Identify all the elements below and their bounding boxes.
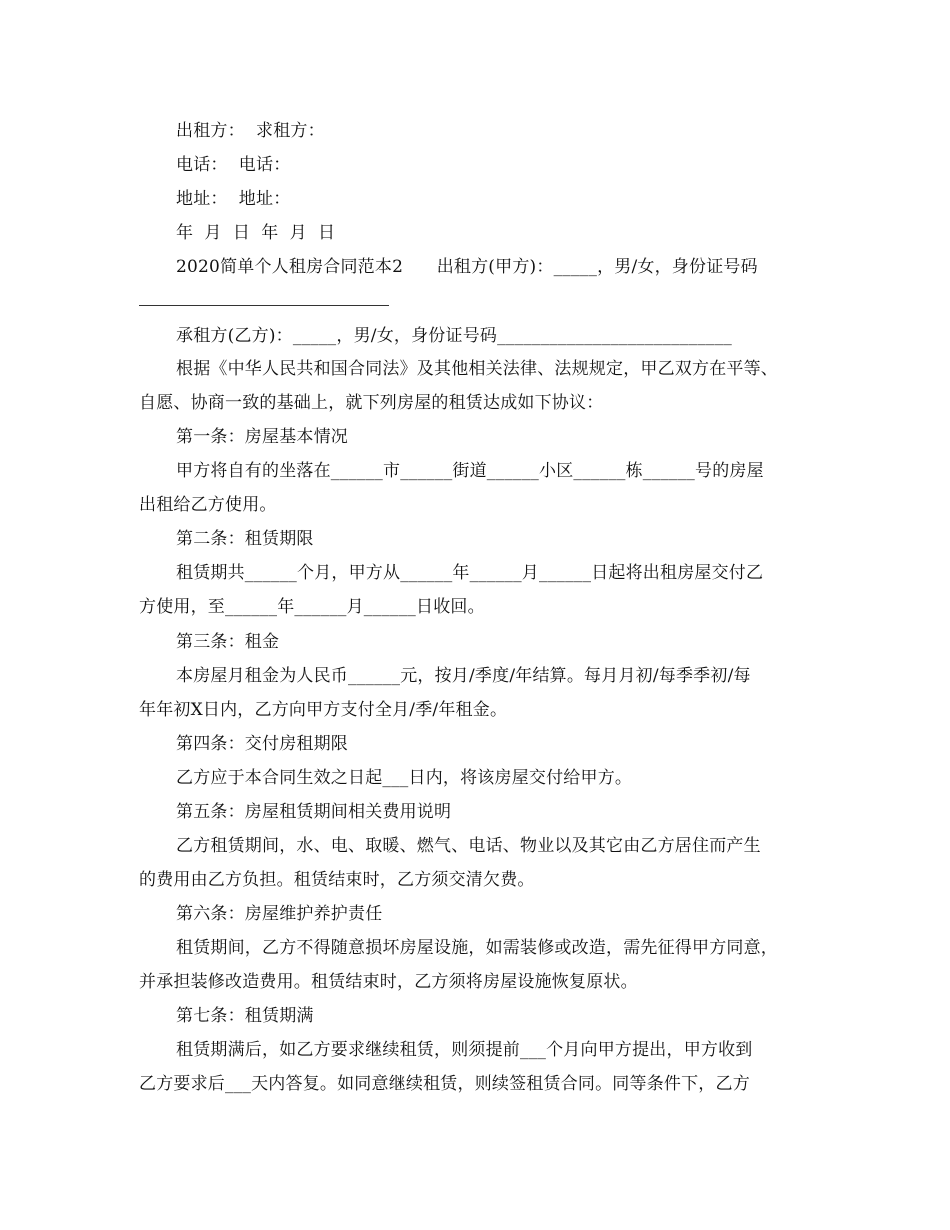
article-3-heading: 第三条：租金 (176, 632, 280, 652)
article-6-heading: 第六条：房屋维护养护责任 (176, 904, 383, 924)
address-label-line: 地址： 地址： (176, 189, 291, 209)
article-7-heading: 第七条：租赁期满 (176, 1006, 314, 1026)
article-6-body-line-1: 租赁期间，乙方不得随意损坏房屋设施，如需装修或改造，需先征得甲方同意， (176, 938, 778, 958)
article-1-heading: 第一条：房屋基本情况 (176, 427, 348, 447)
phone-label-line: 电话： 电话： (176, 155, 291, 175)
article-1-body-line-1: 甲方将自有的坐落在______市______街道______小区______栋______号的房屋 (176, 461, 764, 481)
article-3-body-line-1: 本房屋月租金为人民币______元，按月/季度/年结算。每月月初/每季季初/每 (176, 666, 751, 686)
preamble-line-1: 根据《中华人民共和国合同法》及其他相关法律、法规规定，甲乙双方在平等、 (176, 359, 778, 379)
article-4-body-line-1: 乙方应于本合同生效之日起___日内，将该房屋交付给甲方。 (176, 768, 633, 788)
article-7-body-line-1: 租赁期满后，如乙方要求继续租赁，则须提前___个月向甲方提出，甲方收到 (176, 1040, 753, 1060)
id-number-underline (139, 305, 389, 306)
date-label-line: 年 月 日 年 月 日 (176, 223, 336, 243)
article-3-body-line-2: 年年初X日内，乙方向甲方支付全月/季/年租金。 (139, 700, 508, 720)
article-5-body-line-2: 的费用由乙方负担。租赁结束时，乙方须交清欠费。 (139, 870, 535, 890)
article-1-body-line-2: 出租给乙方使用。 (139, 495, 277, 515)
lessee-info-line: 承租方(乙方)：_____，男/女，身份证号码___________________________ (176, 326, 732, 346)
article-5-body-line-1: 乙方租赁期间，水、电、取暖、燃气、电话、物业以及其它由乙方居住而产生 (176, 836, 761, 856)
article-2-body-line-2: 方使用，至______年______月______日收回。 (139, 597, 485, 617)
article-2-heading: 第二条：租赁期限 (176, 529, 314, 549)
article-7-body-line-2: 乙方要求后___天内答复。如同意继续租赁，则续签租赁合同。同等条件下，乙方 (139, 1074, 750, 1094)
article-4-heading: 第四条：交付房租期限 (176, 734, 348, 754)
article-6-body-line-2: 并承担装修改造费用。租赁结束时，乙方须将房屋设施恢复原状。 (139, 972, 638, 992)
article-5-heading: 第五条：房屋租赁期间相关费用说明 (176, 802, 452, 822)
article-2-body-line-1: 租赁期共______个月，甲方从______年______月______日起将出租房屋交付乙 (176, 563, 764, 583)
preamble-line-2: 自愿、协商一致的基础上，就下列房屋的租赁达成如下协议： (139, 393, 604, 413)
lessor-lessee-label-line: 出租方： 求租方： (176, 121, 325, 141)
contract-title-line: 2020简单个人租房合同范本2 出租方(甲方)：_____，男/女，身份证号码 (176, 257, 758, 277)
